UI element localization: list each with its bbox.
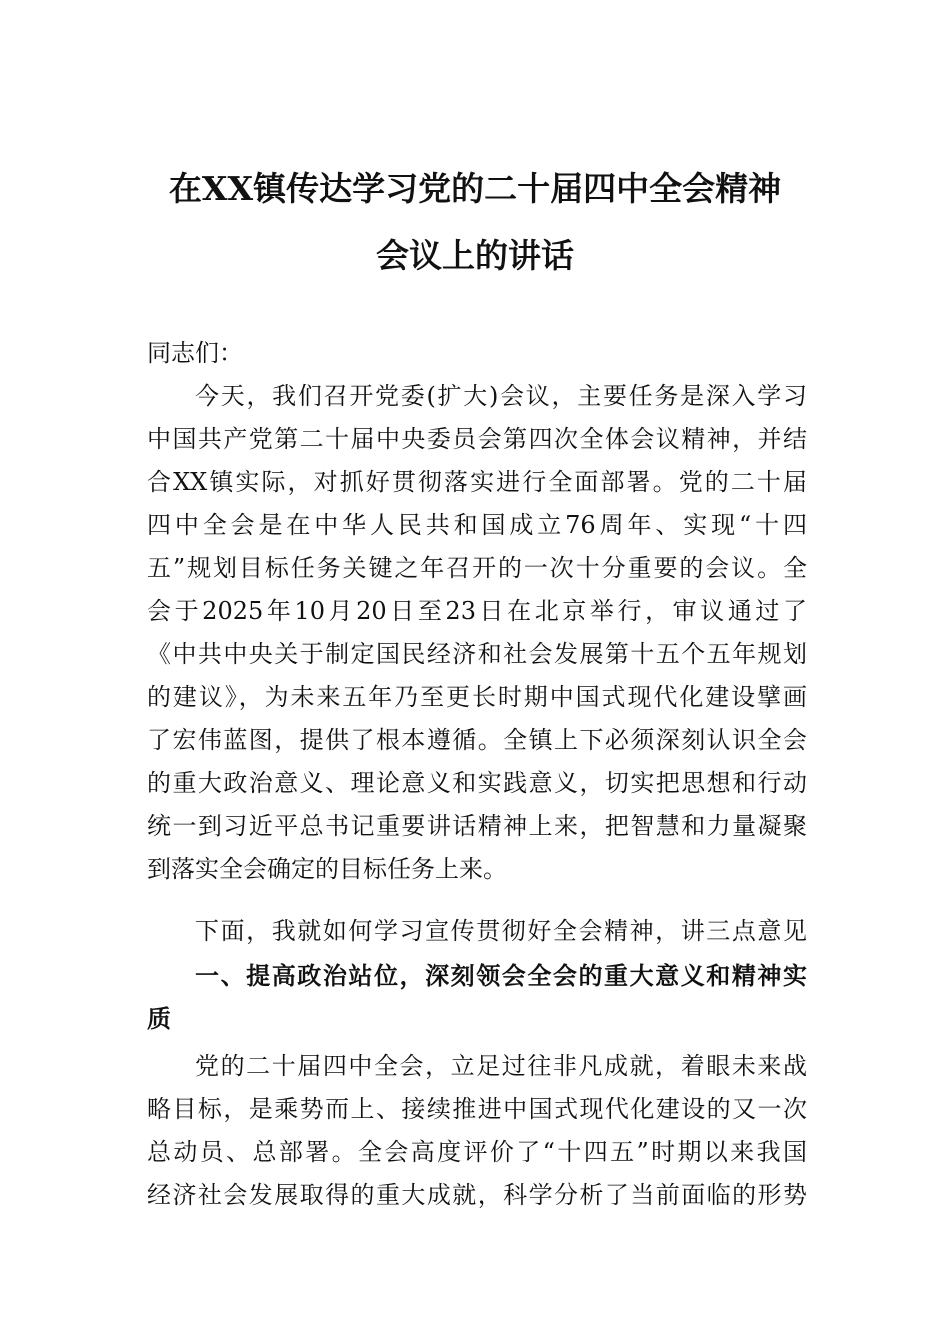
paragraph-line: 经济社会发展取得的重大成就，科学分析了当前面临的形势 (147, 1181, 807, 1209)
paragraph-line: 合XX镇实际，对抓好贯彻落实进行全面部署。党的二十届 (147, 468, 807, 496)
paragraph-line: 《中共中央关于制定国民经济和社会发展第十五个五年规划 (147, 640, 807, 668)
document-title-line-1: 在XX镇传达学习党的二十届四中全会精神 (168, 169, 782, 208)
document-title-line-2: 会议上的讲话 (376, 236, 574, 275)
paragraph-line: 略目标，是乘势而上、接续推进中国式现代化建设的又一次 (147, 1095, 807, 1123)
paragraph-line: 党的二十届四中全会，立足过往非凡成就，着眼未来战 (195, 1052, 807, 1080)
paragraph-line: 了宏伟蓝图，提供了根本遵循。全镇上下必须深刻认识全会 (147, 726, 807, 754)
section-heading: 一、提高政治站位，深刻领会全会的重大意义和精神实 (195, 962, 807, 990)
salutation: 同志们： (147, 339, 243, 367)
paragraph-line: 会于2025年10月20日至23日在北京举行，审议通过了 (147, 597, 807, 625)
paragraph-line: 五”规划目标任务关键之年召开的一次十分重要的会议。全 (147, 554, 807, 582)
paragraph-line: 到落实全会确定的目标任务上来。 (147, 855, 507, 883)
paragraph-line: 总动员、总部署。全会高度评价了“十四五”时期以来我国 (147, 1138, 807, 1166)
paragraph-line: 的重大政治意义、理论意义和实践意义，切实把思想和行动 (147, 769, 807, 797)
paragraph-line: 的建议》，为未来五年乃至更长时期中国式现代化建设擘画 (147, 683, 807, 711)
paragraph-line: 四中全会是在中华人民共和国成立76周年、实现“十四 (147, 511, 807, 539)
paragraph-line: 下面，我就如何学习宣传贯彻好全会精神，讲三点意见 (195, 917, 807, 945)
section-heading: 质 (147, 1005, 171, 1033)
paragraph-line: 统一到习近平总书记重要讲话精神上来，把智慧和力量凝聚 (147, 812, 807, 840)
paragraph-line: 今天，我们召开党委(扩大)会议，主要任务是深入学习 (195, 382, 807, 410)
paragraph-line: 中国共产党第二十届中央委员会第四次全体会议精神，并结 (147, 425, 807, 453)
